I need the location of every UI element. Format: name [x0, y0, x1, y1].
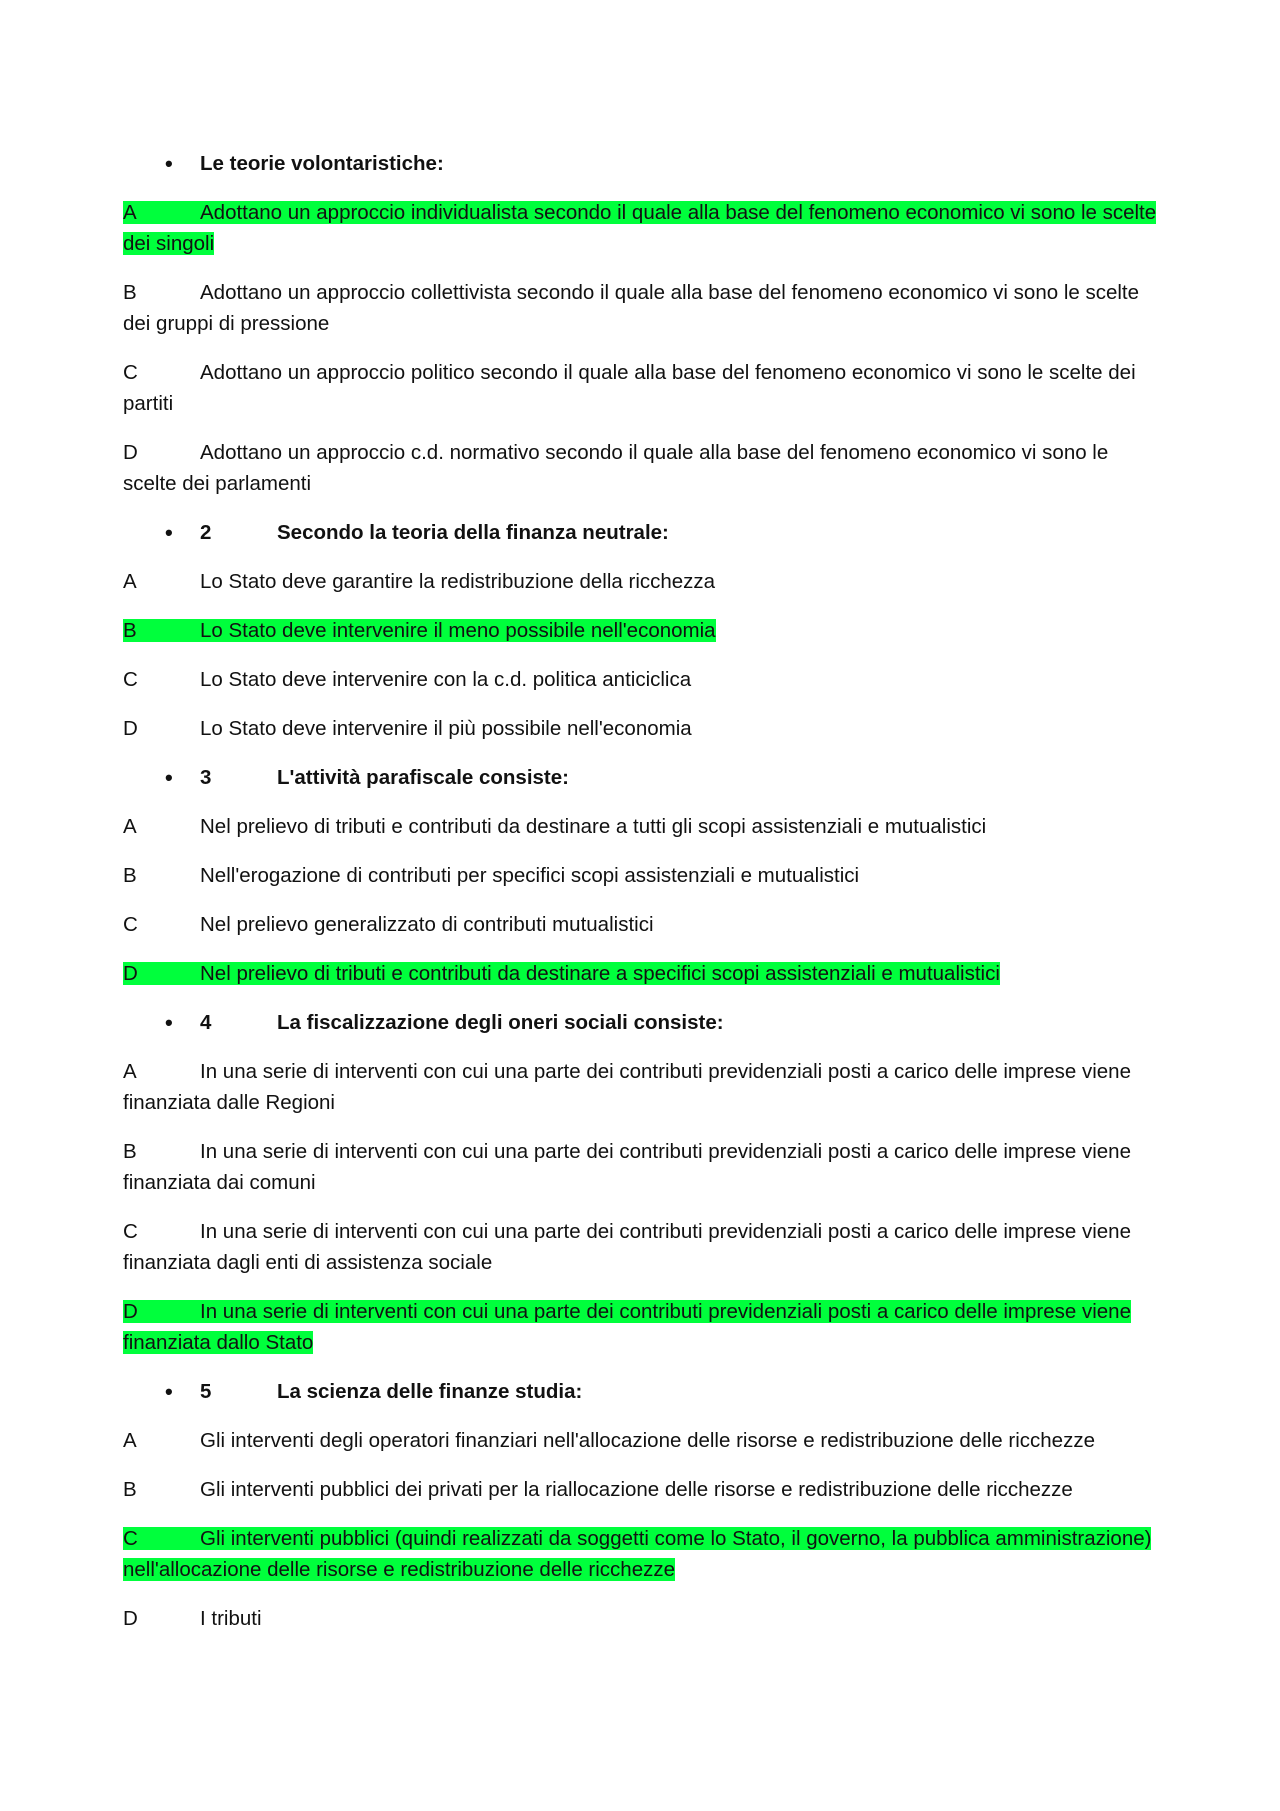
- option-letter: B: [123, 1140, 137, 1163]
- bullet-icon: •: [165, 1379, 173, 1404]
- question-text: Secondo la teoria della finanza neutrale:: [277, 521, 669, 544]
- option-letter: C: [123, 1527, 138, 1550]
- question-text: Le teorie volontaristiche:: [200, 152, 444, 175]
- option-letter: C: [123, 913, 138, 936]
- option-letter: A: [123, 201, 137, 224]
- option-letter: A: [123, 1429, 137, 1452]
- question-5: [123, 1376, 1163, 1407]
- question-number: 3: [200, 766, 212, 789]
- option-text: Gli interventi pubblici dei privati per la riallocazione delle risorse e redistribuzione delle ricchezze: [200, 1478, 1073, 1501]
- option-text: Adottano un approccio individualista secondo il quale alla base del fenomeno economico vi sono le scelte dei singoli: [123, 201, 1157, 255]
- option-text: Lo Stato deve intervenire il meno possibile nell'economia: [200, 619, 716, 642]
- option-5c: [123, 1523, 1163, 1585]
- option-text: Adottano un approccio c.d. normativo secondo il quale alla base del fenomeno economico vi sono le scelte dei parlamenti: [123, 441, 1109, 495]
- option-5b: [123, 1474, 1163, 1505]
- bullet-icon: •: [165, 1010, 173, 1035]
- option-2a: [123, 566, 1163, 597]
- option-1d: [123, 437, 1163, 499]
- option-3c: [123, 909, 1163, 940]
- option-4d: [123, 1296, 1163, 1358]
- option-3d: [123, 958, 1163, 989]
- question-2: [123, 517, 1163, 548]
- option-letter: C: [123, 1220, 138, 1243]
- option-text: Lo Stato deve garantire la redistribuzione della ricchezza: [200, 570, 716, 593]
- option-2b: [123, 615, 1163, 646]
- question-text: La scienza delle finanze studia:: [277, 1380, 583, 1403]
- question-1: [123, 148, 1163, 179]
- question-number: 5: [200, 1380, 212, 1403]
- option-text: In una serie di interventi con cui una parte dei contributi previdenziali posti a carico delle imprese viene finanziata dai comuni: [123, 1140, 1131, 1194]
- option-letter: B: [123, 1478, 137, 1501]
- option-text: I tributi: [200, 1607, 262, 1630]
- option-letter: C: [123, 668, 138, 691]
- option-text: Lo Stato deve intervenire con la c.d. politica anticiclica: [200, 668, 692, 691]
- option-3b: [123, 860, 1163, 891]
- option-letter: D: [123, 717, 138, 740]
- option-letter: A: [123, 1060, 137, 1083]
- quiz-document: [123, 148, 1163, 1652]
- option-text: Nel prelievo di tributi e contributi da destinare a specifici scopi assistenziali e mutualistici: [200, 962, 1000, 985]
- question-text: La fiscalizzazione degli oneri sociali consiste:: [277, 1011, 724, 1034]
- option-text: Gli interventi degli operatori finanziari nell'allocazione delle risorse e redistribuzione delle ricchezze: [200, 1429, 1095, 1452]
- option-5a: [123, 1425, 1163, 1456]
- question-number: 4: [200, 1011, 212, 1034]
- option-text: Nel prelievo di tributi e contributi da destinare a tutti gli scopi assistenziali e mutualistici: [200, 815, 987, 838]
- option-1b: [123, 277, 1163, 339]
- option-text: Lo Stato deve intervenire il più possibile nell'economia: [200, 717, 692, 740]
- bullet-icon: •: [165, 765, 173, 790]
- option-2d: [123, 713, 1163, 744]
- option-text: Nell'erogazione di contributi per specifici scopi assistenziali e mutualistici: [200, 864, 860, 887]
- option-1a: [123, 197, 1163, 259]
- option-2c: [123, 664, 1163, 695]
- option-letter: B: [123, 864, 137, 887]
- option-text: In una serie di interventi con cui una parte dei contributi previdenziali posti a carico delle imprese viene finanziata dagli enti di assistenza sociale: [123, 1220, 1131, 1274]
- bullet-icon: •: [165, 151, 173, 176]
- option-4a: [123, 1056, 1163, 1118]
- option-text: In una serie di interventi con cui una parte dei contributi previdenziali posti a carico delle imprese viene finanziata dalle Regioni: [123, 1060, 1131, 1114]
- question-4: [123, 1007, 1163, 1038]
- option-letter: B: [123, 619, 137, 642]
- option-letter: C: [123, 361, 138, 384]
- option-letter: D: [123, 1300, 138, 1323]
- option-letter: A: [123, 815, 137, 838]
- option-letter: A: [123, 570, 137, 593]
- question-number: 2: [200, 521, 212, 544]
- option-text: Gli interventi pubblici (quindi realizzati da soggetti come lo Stato, il governo, la pubblica amministrazione) nell'allocazione delle risorse e redistribuzione delle ricchezze: [123, 1527, 1152, 1581]
- option-text: In una serie di interventi con cui una parte dei contributi previdenziali posti a carico delle imprese viene finanziata dallo Stato: [123, 1300, 1131, 1354]
- option-5d: [123, 1603, 1163, 1634]
- option-text: Adottano un approccio politico secondo il quale alla base del fenomeno economico vi sono le scelte dei partiti: [123, 361, 1136, 415]
- option-text: Adottano un approccio collettivista secondo il quale alla base del fenomeno economico vi sono le scelte dei gruppi di pressione: [123, 281, 1140, 335]
- option-letter: D: [123, 1607, 138, 1630]
- question-text: L'attività parafiscale consiste:: [277, 766, 569, 789]
- option-letter: D: [123, 441, 138, 464]
- option-4b: [123, 1136, 1163, 1198]
- option-text: Nel prelievo generalizzato di contributi mutualistici: [200, 913, 654, 936]
- bullet-icon: •: [165, 520, 173, 545]
- question-3: [123, 762, 1163, 793]
- option-letter: D: [123, 962, 138, 985]
- option-1c: [123, 357, 1163, 419]
- option-4c: [123, 1216, 1163, 1278]
- option-letter: B: [123, 281, 137, 304]
- option-3a: [123, 811, 1163, 842]
